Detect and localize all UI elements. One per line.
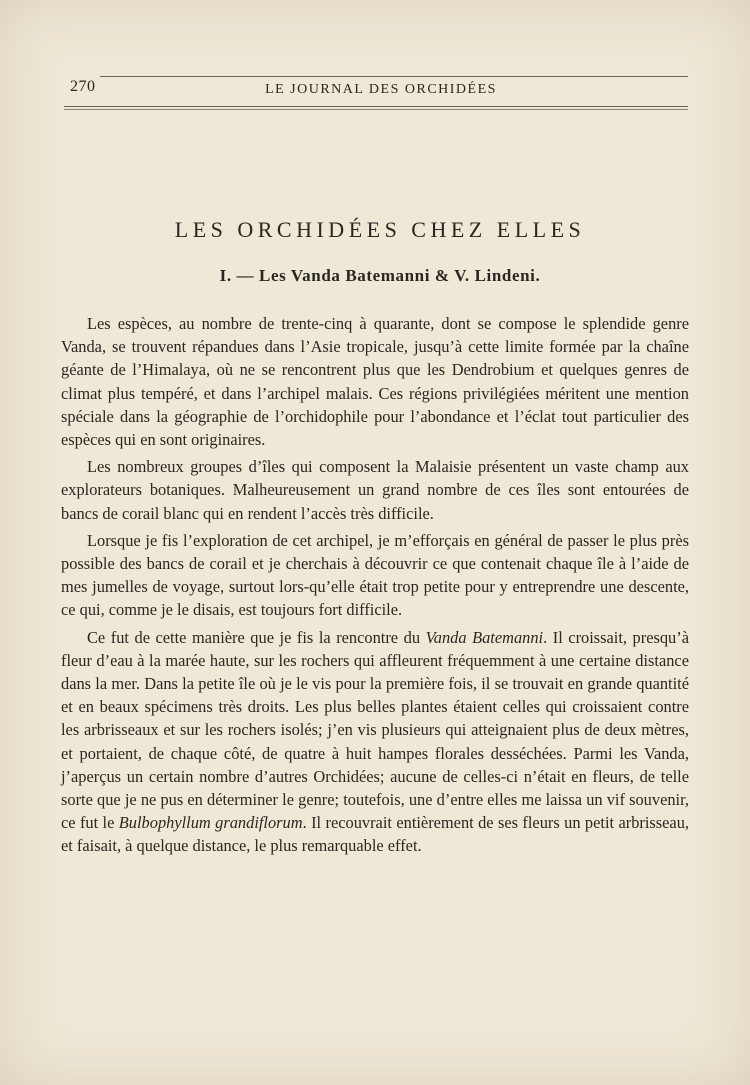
- paragraph-4: [61, 626, 689, 858]
- paragraph-1: Les espèces, au nombre de trente-cinq à quarante, dont se compose le splendide genre Vanda, se trouvent répandues dans l’Asie tropicale, jusqu’à cette limite formée par la chaîne géante de l’Himalaya, où ne se rencontrent plus que les Dendrobium et quelques genres de climat plus tempéré, et dans l’archipel malais. Ces régions privilégiées méritent une mention spéciale dans la géographie de l’orchidophile pour l’abondance et l’éclat tout particulier des espèces qui en sont originaires.: [61, 314, 689, 450]
- paragraph-4-part-a: Ce fut de cette manière que je fis la rencontre du: [87, 627, 426, 647]
- header-rule-bottom-thin: [64, 109, 688, 110]
- species-bulbophyllum-grandiflorum: Bulbophyllum grandiflorum: [118, 813, 303, 833]
- page-number: 270: [70, 78, 96, 95]
- running-head: LE JOURNAL DES ORCHIDÉES: [265, 82, 497, 97]
- paragraph-4-part-c: . Il recouvrait entièrement de ses fleurs un petit arbrisseau, et faisait, à quelque distance, le plus remarquable effet.: [61, 813, 689, 856]
- article-subtitle: I. — Les Vanda Batemanni & V. Lindeni.: [219, 266, 541, 285]
- article-title: LES ORCHIDÉES CHEZ ELLES: [174, 217, 586, 242]
- header-rule-top: [100, 76, 688, 77]
- header-rule-bottom: [64, 106, 688, 107]
- paragraph-4-part-b: . Il croissait, presqu’à fleur d’eau à la marée haute, sur les rochers qui affleurent fréquemment à une certaine distance dans la mer. Dans la petite île où je le vis pour la première fois, il se trouvait en grande quantité et en beaux spécimens très droits. Les plus belles plantes étaient celles qui croissaient contre les arbrisseaux et sur les rochers isolés; j’en vis plusieurs qui atteignaient plus de deux mètres, et portaient, de chaque côté, de quatre à huit hampes florales desséchées. Parmi les Vanda, j’aperçus un certain nombre d’autres Orchidées; aucune de celles-ci n’était en fleurs, de telle sorte que je ne pus en déterminer le genre; toutefois, une d’entre elles me laissa un vif souvenir, ce fut le: [61, 627, 689, 833]
- page-header: [64, 66, 688, 116]
- species-vanda-batemanni: Vanda Batemanni: [425, 627, 544, 647]
- article-body: [61, 312, 689, 860]
- paragraph-3: Lorsque je fis l’exploration de cet archipel, je m’efforçais en général de passer le plus près possible des bancs de corail et je cherchais à découvrir ce que contenait chaque île à l’aide de mes jumelles de voyage, surtout lors-qu’elle était trop petite pour y entreprendre une descente, ce qui, comme je le disais, est toujours fort difficile.: [61, 530, 689, 620]
- paragraph-2: Les nombreux groupes d’îles qui composent la Malaisie présentent un vaste champ aux explorateurs botaniques. Malheureusement un grand nombre de ces îles sont entourées de bancs de corail blanc qui en rendent l’accès très difficile.: [61, 457, 689, 523]
